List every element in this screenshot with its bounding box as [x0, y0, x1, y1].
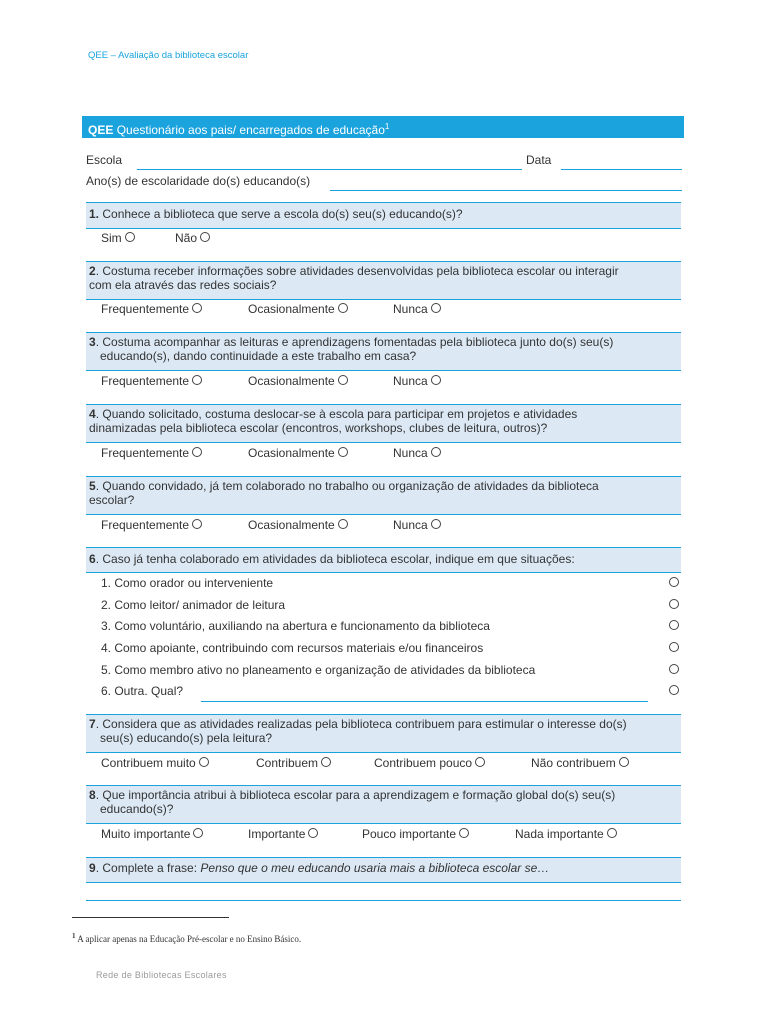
page-footer: Rede de Bibliotecas Escolares	[96, 970, 227, 980]
question-text-italic: Penso que o meu educando usaria mais a biblioteca escolar se…	[200, 861, 550, 875]
option-label: Nunca	[393, 374, 428, 388]
option-contribuem-pouco[interactable]	[374, 756, 485, 770]
option-nada-importante[interactable]	[515, 827, 617, 841]
option-nunca[interactable]	[393, 518, 441, 532]
page-header: QEE – Avaliação da biblioteca escolar	[88, 50, 249, 61]
option-label: Sim	[101, 231, 122, 245]
option-nunca[interactable]	[393, 374, 441, 388]
question-text-cont: com ela através das redes sociais?	[89, 278, 277, 292]
question-text: . Costuma acompanhar as leituras e aprendizagens fomentadas pela biblioteca junto do(s) seu(s)	[95, 335, 614, 349]
option-label: Muito importante	[101, 827, 191, 841]
radio-circle-icon[interactable]	[431, 447, 441, 457]
option-frequentemente[interactable]	[101, 518, 202, 532]
question-number: 4	[89, 407, 96, 421]
radio-circle-icon[interactable]	[431, 303, 441, 313]
option-label: Não contribuem	[531, 756, 616, 770]
radio-circle-icon[interactable]	[308, 828, 318, 838]
radio-circle-icon[interactable]	[619, 757, 629, 767]
form-title-bar	[82, 116, 684, 138]
option-frequentemente[interactable]	[101, 302, 202, 316]
question-1	[86, 202, 681, 229]
answer-row-7	[101, 756, 671, 772]
question-text-cont: escolar?	[89, 493, 135, 507]
question-number: 3	[89, 335, 96, 349]
escola-field[interactable]	[137, 169, 522, 170]
option-contribuem[interactable]	[256, 756, 331, 770]
footnote-text: A aplicar apenas na Educação Pré-escolar e no Ensino Básico.	[77, 934, 302, 944]
question-number: 8	[89, 788, 96, 802]
question-text: . Caso já tenha colaborado em atividades da biblioteca escolar, indique em que situações:	[95, 552, 575, 566]
question-number: 2	[89, 264, 96, 278]
option-label: Frequentemente	[101, 374, 190, 388]
option-label: Ocasionalmente	[248, 518, 335, 532]
radio-circle-icon[interactable]	[431, 375, 441, 385]
radio-circle-icon[interactable]	[431, 519, 441, 529]
form-title-code: QEE	[88, 123, 114, 137]
radio-circle-icon[interactable]	[607, 828, 617, 838]
option-ocasionalmente[interactable]	[248, 518, 348, 532]
question-text: . Quando solicitado, costuma deslocar-se à escola para participar em projetos e atividades	[95, 407, 578, 421]
option-label: Pouco importante	[362, 827, 457, 841]
answer-row-3	[101, 374, 661, 390]
radio-circle-icon[interactable]	[475, 757, 485, 767]
title-footnote-ref: 1	[384, 122, 390, 131]
question-text: . Quando convidado, já tem colaborado no trabalho ou organização de atividades da biblioteca	[95, 479, 599, 493]
radio-circle-icon[interactable]	[338, 519, 348, 529]
option-label: Frequentemente	[101, 518, 190, 532]
situation-item-6: 6. Outra. Qual?	[101, 684, 184, 698]
question-text: Conhece a biblioteca que serve a escola do(s) seu(s) educando(s)?	[102, 207, 463, 221]
radio-circle-icon[interactable]	[459, 828, 469, 838]
question-2	[86, 261, 681, 300]
question-8	[86, 785, 681, 824]
radio-circle-icon[interactable]	[338, 375, 348, 385]
question-text-cont: seu(s) educando(s) pela leitura?	[100, 731, 273, 745]
option-nunca[interactable]	[393, 302, 441, 316]
option-nao[interactable]	[175, 231, 210, 245]
option-label: Ocasionalmente	[248, 446, 335, 460]
outra-qual-field[interactable]	[201, 701, 648, 702]
situation-item-4: 4. Como apoiante, contribuindo com recursos materiais e/ou financeiros	[101, 641, 484, 655]
answer-line-9[interactable]	[86, 900, 681, 901]
radio-circle-icon[interactable]	[338, 447, 348, 457]
footnote-divider	[72, 917, 229, 918]
option-label: Nunca	[393, 446, 428, 460]
option-sim[interactable]	[101, 231, 135, 245]
question-number: 6	[89, 552, 96, 566]
radio-circle-icon[interactable]	[192, 519, 202, 529]
answer-row-8	[101, 827, 671, 843]
question-text: . Considera que as atividades realizadas pela biblioteca contribuem para estimular o interesse do(s)	[95, 717, 627, 731]
option-label: Frequentemente	[101, 446, 190, 460]
option-label: Nada importante	[515, 827, 604, 841]
data-label: Data	[526, 153, 552, 167]
radio-circle-icon[interactable]	[192, 303, 202, 313]
radio-circle-icon[interactable]	[193, 828, 203, 838]
checkbox-circle-icon[interactable]	[669, 642, 679, 652]
question-text-cont: educando(s)?	[100, 802, 174, 816]
question-text: . Que importância atribui à biblioteca escolar para a aprendizagem e formação global do(s) seu(s)	[95, 788, 616, 802]
question-3	[86, 332, 681, 371]
option-label: Ocasionalmente	[248, 374, 335, 388]
option-label: Ocasionalmente	[248, 302, 335, 316]
question-text: . Complete a frase:	[95, 861, 201, 875]
question-text-cont: dinamizadas pela biblioteca escolar (encontros, workshops, clubes de leitura, outros)?	[89, 421, 548, 435]
situation-item-3: 3. Como voluntário, auxiliando na abertura e funcionamento da biblioteca	[101, 619, 490, 633]
radio-circle-icon[interactable]	[321, 757, 331, 767]
ano-label: Ano(s) de escolaridade do(s) educando(s)	[86, 174, 311, 188]
checkbox-circle-icon[interactable]	[669, 620, 679, 630]
escola-label: Escola	[86, 153, 123, 167]
question-text-cont: educando(s), dando continuidade a este trabalho em casa?	[100, 349, 417, 363]
option-importante[interactable]	[248, 827, 318, 841]
answer-row-4	[101, 446, 661, 462]
question-number: 1.	[89, 207, 100, 221]
option-nao-contribuem[interactable]	[531, 756, 629, 770]
checkbox-circle-icon[interactable]	[669, 685, 679, 695]
checkbox-circle-icon[interactable]	[669, 577, 679, 587]
question-number: 5	[89, 479, 96, 493]
option-label: Frequentemente	[101, 302, 190, 316]
radio-circle-icon[interactable]	[192, 375, 202, 385]
answer-row-5	[101, 518, 661, 534]
radio-circle-icon[interactable]	[338, 303, 348, 313]
option-muito-importante[interactable]	[101, 827, 203, 841]
question-text: . Costuma receber informações sobre atividades desenvolvidas pela biblioteca escolar ou interagir	[95, 264, 619, 278]
option-label: Contribuem pouco	[374, 756, 473, 770]
footnote	[72, 932, 301, 944]
question-7	[86, 714, 681, 753]
option-frequentemente[interactable]	[101, 446, 202, 460]
option-contribuem-muito[interactable]	[101, 756, 209, 770]
option-label: Contribuem muito	[101, 756, 196, 770]
option-ocasionalmente[interactable]	[248, 374, 348, 388]
radio-circle-icon[interactable]	[125, 232, 135, 242]
option-label: Nunca	[393, 518, 428, 532]
option-ocasionalmente[interactable]	[248, 446, 348, 460]
checkbox-circle-icon[interactable]	[669, 599, 679, 609]
checkbox-circle-icon[interactable]	[669, 664, 679, 674]
question-number: 7	[89, 717, 96, 731]
situation-item-5: 5. Como membro ativo no planeamento e organização de atividades da biblioteca	[101, 663, 536, 677]
radio-circle-icon[interactable]	[200, 232, 210, 242]
option-ocasionalmente[interactable]	[248, 302, 348, 316]
footnote-marker: 1	[72, 932, 76, 940]
option-label: Importante	[248, 827, 306, 841]
situation-item-2: 2. Como leitor/ animador de leitura	[101, 598, 286, 612]
question-4	[86, 404, 681, 443]
option-frequentemente[interactable]	[101, 374, 202, 388]
question-9	[86, 857, 681, 883]
form-title: Questionário aos pais/ encarregados de educação	[116, 123, 385, 137]
option-label: Contribuem	[256, 756, 319, 770]
question-5	[86, 476, 681, 515]
option-nunca[interactable]	[393, 446, 441, 460]
question-number: 9	[89, 861, 96, 875]
option-label: Não	[175, 231, 198, 245]
radio-circle-icon[interactable]	[192, 447, 202, 457]
question-6	[86, 547, 681, 573]
option-pouco-importante[interactable]	[362, 827, 469, 841]
option-label: Nunca	[393, 302, 428, 316]
radio-circle-icon[interactable]	[199, 757, 209, 767]
answer-row-1	[101, 231, 401, 247]
situation-item-1: 1. Como orador ou interveniente	[101, 576, 274, 590]
ano-field[interactable]	[330, 190, 682, 191]
answer-row-2	[101, 302, 661, 318]
data-field[interactable]	[561, 169, 682, 170]
